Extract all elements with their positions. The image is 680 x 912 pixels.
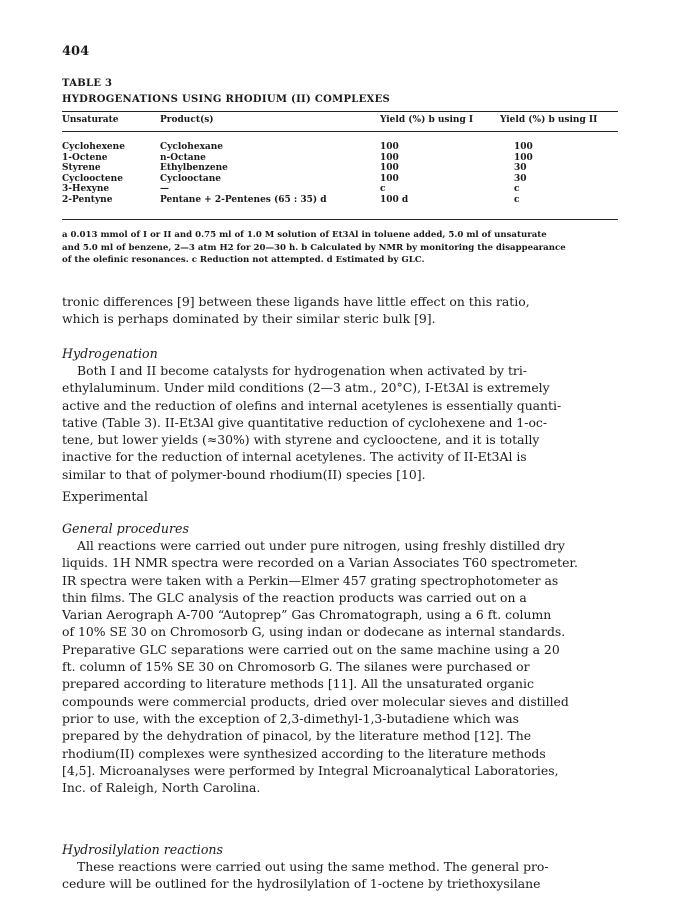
cell-yield-ii: 30 xyxy=(514,173,527,184)
text-line: which is perhaps dominated by their similar steric bulk [9]. xyxy=(62,311,436,327)
hydrosilylation-heading: Hydrosilylation reactions xyxy=(62,842,223,857)
cell-unsaturate: 2-Pentyne xyxy=(62,194,113,205)
table-label: TABLE 3 xyxy=(62,78,113,89)
cell-yield-i: 100 xyxy=(380,152,399,163)
cell-product: Cyclooctane xyxy=(160,173,222,184)
cell-product: Ethylbenzene xyxy=(160,163,228,173)
text-line: similar to that of polymer-bound rhodium(II) species [10]. xyxy=(62,466,426,482)
text-line: thin films. The GLC analysis of the reaction products was carried out on a xyxy=(62,589,527,605)
header-yield-ii: Yield (%) b using II xyxy=(500,115,598,125)
text-line: Preparative GLC separations were carried out on the same machine using a 20 xyxy=(62,641,560,657)
table-bottom-rule xyxy=(62,219,618,220)
hydrogenation-heading: Hydrogenation xyxy=(62,346,158,361)
cell-unsaturate: Styrene xyxy=(62,163,101,173)
header-unsaturate: Unsaturate xyxy=(62,115,119,125)
text-line: tative (Table 3). II-Et3Al give quantitative reduction of cyclohexene and 1-oc- xyxy=(62,414,548,430)
text-line: ethylaluminum. Under mild conditions (2—3 atm., 20°C), I-Et3Al is extremely xyxy=(62,380,550,396)
cell-yield-i: 100 xyxy=(380,142,399,152)
cell-product: Pentane + 2-Pentenes (65 : 35) d xyxy=(160,194,327,205)
cell-yield-ii: c xyxy=(514,184,520,194)
continuation-paragraph xyxy=(62,293,622,328)
text-line: prepared by the dehydration of pinacol, by the literature method [12]. The xyxy=(62,728,532,744)
cell-yield-ii: 100 xyxy=(514,142,533,152)
table-caption: HYDROGENATIONS USING RHODIUM (II) COMPLEXES xyxy=(62,94,391,105)
text-line: Both I and II become catalysts for hydrogenation when activated by tri- xyxy=(77,363,527,378)
text-line: rhodium(II) complexes were synthesized according to the literature methods xyxy=(62,745,546,761)
cell-product: n-Octane xyxy=(160,152,206,163)
text-line: of 10% SE 30 on Chromosorb G, using indan or dodecane as internal standards. xyxy=(62,624,566,640)
table-top-rule xyxy=(62,111,618,112)
general-procedures-paragraph xyxy=(62,537,622,796)
text-line: Inc. of Raleigh, North Carolina. xyxy=(62,780,261,796)
text-line: These reactions were carried out using the same method. The general pro- xyxy=(77,859,549,874)
table-header-row xyxy=(62,115,618,132)
cell-yield-ii: 30 xyxy=(514,163,527,173)
text-line: IR spectra were taken with a Perkin—Elmer 457 grating spectrophotometer as xyxy=(62,572,559,588)
experimental-heading: Experimental xyxy=(62,489,148,504)
footnote-line: and 5.0 ml of benzene, 2—3 atm H2 for 20—30 h. b Calculated by NMR by monitoring the disappearance xyxy=(62,242,566,253)
text-line: liquids. 1H NMR spectra were recorded on a Varian Associates T60 spectrometer. xyxy=(62,555,578,571)
general-procedures-heading: General procedures xyxy=(62,521,189,536)
table-row xyxy=(62,195,618,206)
cell-unsaturate: Cyclohexene xyxy=(62,142,125,152)
cell-unsaturate: 3-Hexyne xyxy=(62,184,110,194)
data-table xyxy=(62,115,618,205)
text-line: prepared according to literature methods [11]. All the unsaturated organic xyxy=(62,676,534,692)
table-header-rule xyxy=(62,131,618,132)
footnote-line: of the olefinic resonances. c Reduction not attempted. d Estimated by GLC. xyxy=(62,255,425,265)
cell-yield-ii: c xyxy=(514,194,520,205)
table-row xyxy=(62,184,618,195)
cell-unsaturate: 1-Octene xyxy=(62,152,108,163)
cell-yield-i: c xyxy=(380,184,386,194)
text-line: prior to use, with the exception of 2,3-dimethyl-1,3-butadiene which was xyxy=(62,710,519,726)
cell-product: — xyxy=(160,184,169,194)
header-yield-i: Yield (%) b using I xyxy=(380,115,474,125)
table-row xyxy=(62,163,618,174)
footnote-line: a 0.013 mmol of I or II and 0.75 ml of 1.0 M solution of Et3Al in toluene added, 5.0 ml of unsaturate xyxy=(62,230,547,240)
cell-yield-i: 100 xyxy=(380,173,399,184)
cell-yield-ii: 100 xyxy=(514,152,533,163)
cell-product: Cyclohexane xyxy=(160,142,224,152)
text-line: Varian Aerograph A-700 “Autoprep” Gas Chromatograph, using a 6 ft. column xyxy=(62,607,552,623)
text-line: cedure will be outlined for the hydrosilylation of 1-octene by triethoxysilane xyxy=(62,876,541,892)
table-row xyxy=(62,174,618,185)
table-row xyxy=(62,153,618,164)
text-line: [4,5]. Microanalyses were performed by Integral Microanalytical Laboratories, xyxy=(62,762,559,778)
text-line: compounds were commercial products, dried over molecular sieves and distilled xyxy=(62,693,569,709)
table-row xyxy=(62,142,618,153)
text-line: tronic differences [9] between these ligands have little effect on this ratio, xyxy=(62,294,530,309)
header-products: Product(s) xyxy=(160,115,214,125)
text-line: All reactions were carried out under pure nitrogen, using freshly distilled dry xyxy=(77,538,565,553)
table-footnotes xyxy=(62,229,618,267)
text-line: tene, but lower yields (≈30%) with styrene and cyclooctene, and it is totally xyxy=(62,432,540,448)
hydrosilylation-paragraph xyxy=(62,858,622,893)
hydrogenation-paragraph xyxy=(62,362,622,483)
cell-yield-i: 100 xyxy=(380,163,399,173)
text-line: active and the reduction of olefins and internal acetylenes is essentially quanti- xyxy=(62,397,562,413)
cell-yield-i: 100 d xyxy=(380,194,409,205)
text-line: ft. column of 15% SE 30 on Chromosorb G. The silanes were purchased or xyxy=(62,659,530,675)
table-body xyxy=(62,142,618,205)
text-line: inactive for the reduction of internal acetylenes. The activity of II-Et3Al is xyxy=(62,449,527,465)
cell-unsaturate: Cyclooctene xyxy=(62,173,123,184)
page-number: 404 xyxy=(62,44,90,59)
